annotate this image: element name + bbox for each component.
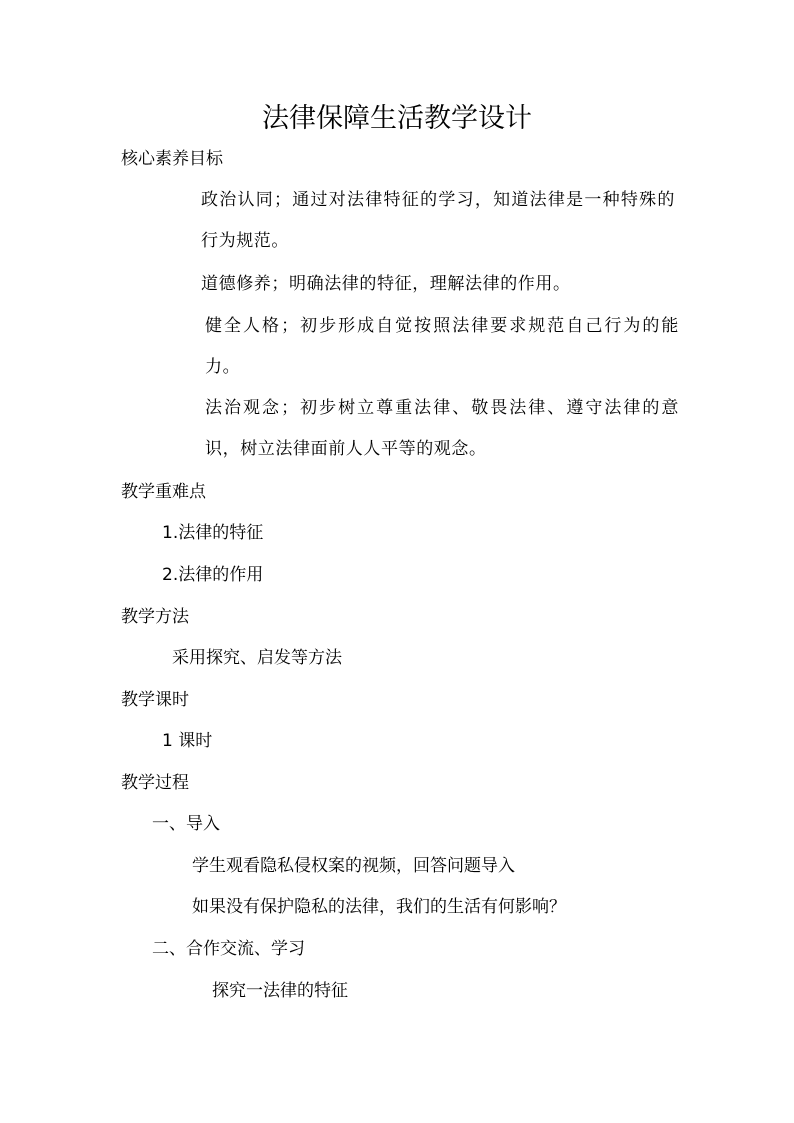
key-point-item: 1.法律的特征 (162, 523, 264, 543)
goal-sound-personality: 健全人格；初步形成自觉按照法律要求规范自己行为的能力。 (205, 316, 679, 377)
section-heading-core-literacy: 核心素养目标 (121, 149, 223, 169)
goal-political-identity: 政治认同；通过对法律特征的学习，知道法律是一种特殊的行为规范。 (201, 190, 675, 251)
key-point-item: 2.法律的作用 (162, 565, 264, 585)
process-step-label: 二、合作交流、学习 (152, 939, 305, 959)
goal-rule-of-law: 法治观念；初步树立尊重法律、敬畏法律、遵守法律的意识，树立法律面前人人平等的观念。 (205, 398, 679, 459)
document-title: 法律保障生活教学设计 (262, 103, 532, 134)
hours-text: 1 课时 (162, 731, 213, 751)
section-heading-key-points: 教学重难点 (121, 482, 206, 502)
section-heading-hours: 教学课时 (121, 690, 189, 710)
section-heading-process: 教学过程 (121, 773, 189, 793)
process-step-line: 学生观看隐私侵权案的视频，回答问题导入 (192, 856, 515, 876)
goal-moral-cultivation: 道德修养；明确法律的特征，理解法律的作用。 (201, 274, 571, 294)
process-step-line: 如果没有保护隐私的法律，我们的生活有何影响？ (192, 897, 566, 917)
process-step-label: 一、导入 (152, 814, 220, 834)
process-step-line: 探究一法律的特征 (212, 981, 348, 1001)
method-text: 采用探究、启发等方法 (172, 648, 342, 668)
section-heading-method: 教学方法 (121, 607, 189, 627)
